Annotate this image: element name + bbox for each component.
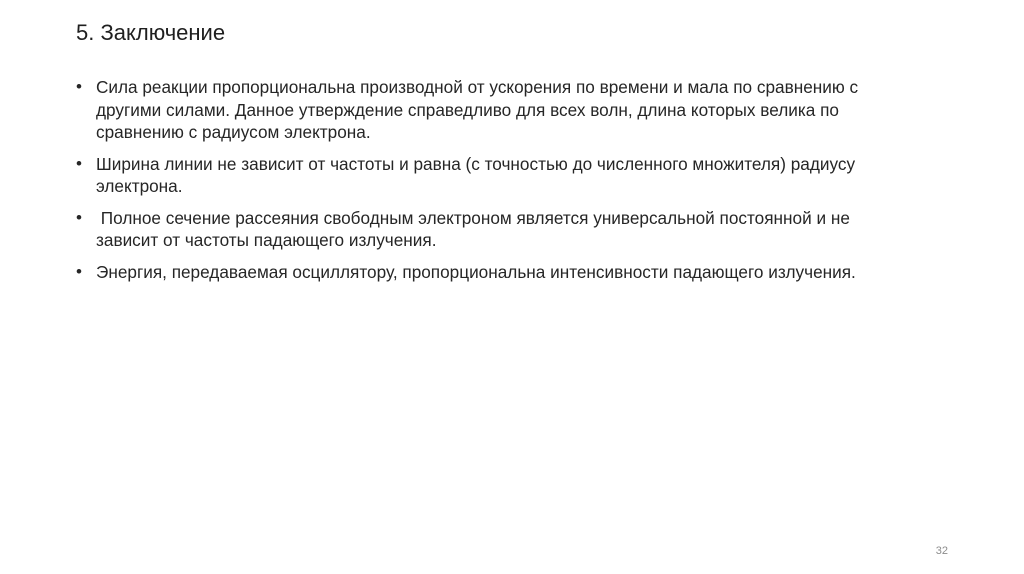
bullet-dot-icon: • — [76, 207, 82, 227]
bullet-text: Полное сечение рассеяния свободным электроном является универсальной постоянной и не зависит от частоты падающего излучения. — [96, 207, 855, 250]
bullet-text: Энергия, передаваемая осциллятору, пропорциональна интенсивности падающего излучения. — [96, 261, 856, 282]
bullet-item — [76, 261, 876, 284]
bullet-item — [76, 153, 876, 198]
bullet-dot-icon: • — [76, 153, 82, 173]
bullet-list — [76, 76, 876, 292]
bullet-item — [76, 207, 876, 252]
bullet-item — [76, 76, 876, 144]
bullet-dot-icon: • — [76, 77, 82, 96]
bullet-dot-icon: • — [76, 261, 82, 281]
bullet-text: Сила реакции пропорциональна производной от ускорения по времени и мала по сравнению с другими силами. Данное утверждение справедливо для всех волн, длина которых велика по сравнению с радиусом электрона. — [96, 77, 859, 142]
bullet-text: Ширина линии не зависит от частоты и равна (с точностью до численного множителя) радиусу электрона. — [96, 153, 856, 196]
slide-number: 32 — [935, 545, 948, 557]
slide-title: 5. Заключение — [76, 20, 226, 45]
